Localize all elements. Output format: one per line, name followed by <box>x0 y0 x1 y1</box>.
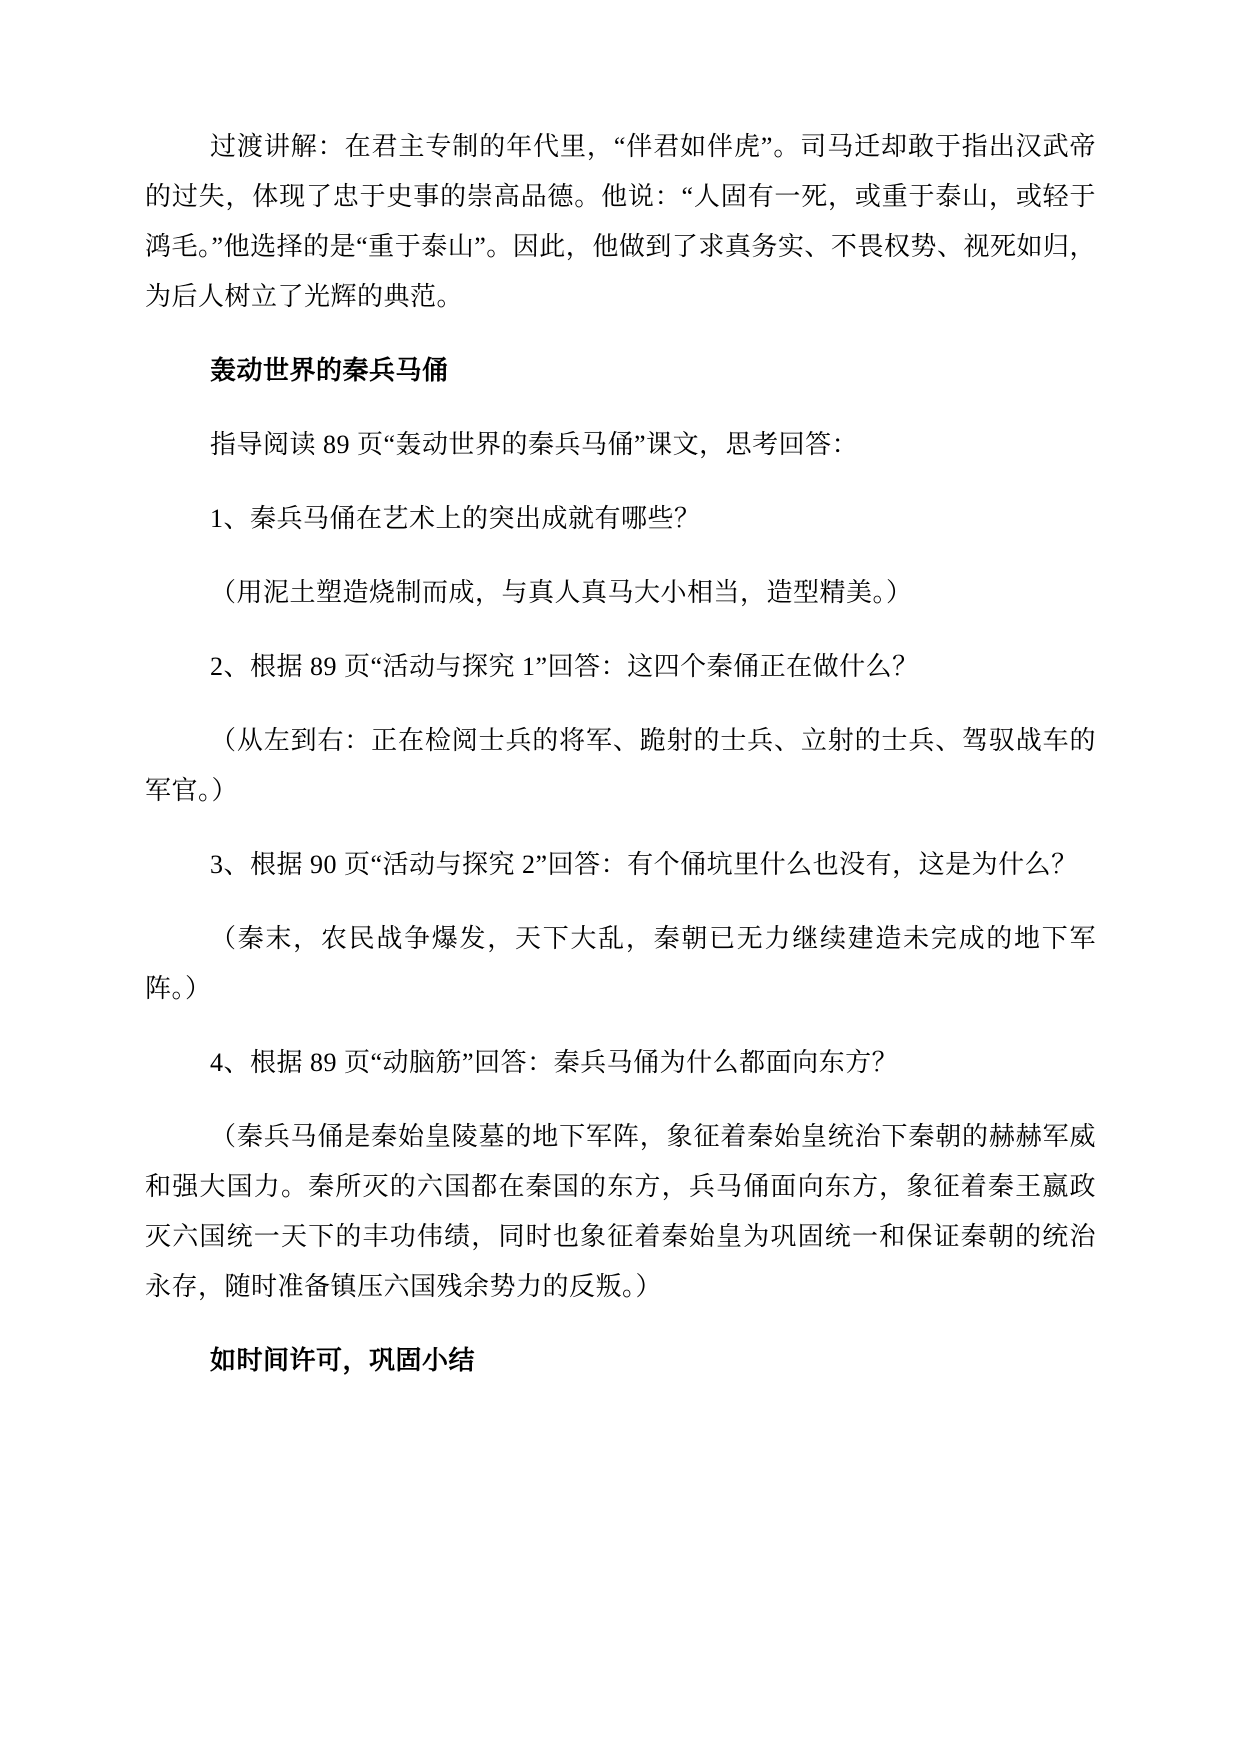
transition-explanation-paragraph: 过渡讲解：在君主专制的年代里，“伴君如伴虎”。司马迁却敢于指出汉武帝的过失，体现了忠于史事的崇高品德。他说：“人固有一死，或重于泰山，或轻于鸿毛。”他选择的是“重于泰山”。因此，他做到了求真务实、不畏权势、视死如归，为后人树立了光辉的典范。 <box>145 132 1096 311</box>
reading-guide-paragraph: 指导阅读 89 页“轰动世界的秦兵马俑”课文，思考回答： <box>210 430 859 459</box>
answer-1: （用泥土塑造烧制而成，与真人真马大小相当，造型精美。） <box>210 578 913 607</box>
question-4: 4、根据 89 页“动脑筋”回答：秦兵马俑为什么都面向东方？ <box>210 1048 899 1077</box>
answer-4: （秦兵马俑是秦始皇陵墓的地下军阵，象征着秦始皇统治下秦朝的赫赫军威和强大国力。秦所灭的六国都在秦国的东方，兵马俑面向东方，象征着秦王嬴政灭六国统一天下的丰功伟绩，同时也象征着秦始皇为巩固统一和保证秦朝的统治永存，随时准备镇压六国残余势力的反叛。） <box>145 1122 1096 1301</box>
section-heading-terracotta-army: 轰动世界的秦兵马俑 <box>210 356 449 385</box>
answer-2: （从左到右：正在检阅士兵的将军、跪射的士兵、立射的士兵、驾驭战车的军官。） <box>145 726 1096 805</box>
section-heading-summary: 如时间许可，巩固小结 <box>210 1346 476 1375</box>
question-1: 1、秦兵马俑在艺术上的突出成就有哪些？ <box>210 504 701 533</box>
question-3: 3、根据 90 页“活动与探究 2”回答：有个俑坑里什么也没有，这是为什么？ <box>210 850 1078 879</box>
question-2: 2、根据 89 页“活动与探究 1”回答：这四个秦俑正在做什么？ <box>210 652 919 681</box>
answer-3: （秦末，农民战争爆发，天下大乱，秦朝已无力继续建造未完成的地下军阵。） <box>145 924 1096 1003</box>
